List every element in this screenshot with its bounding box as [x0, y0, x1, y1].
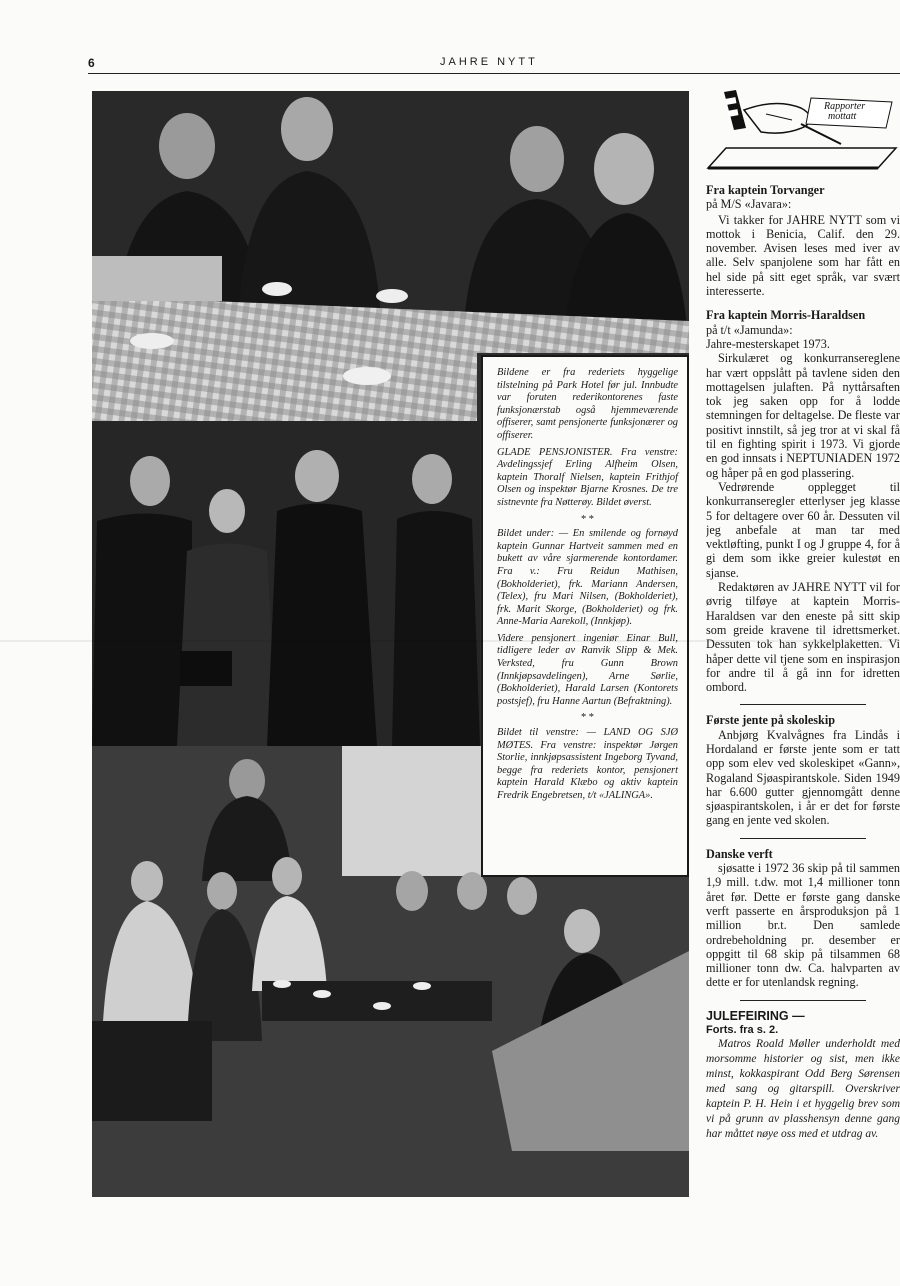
article-morris-heading: Fra kaptein Morris-Haraldsen — [706, 308, 866, 323]
article-torvanger-subheading: på M/S «Javara»: — [706, 197, 792, 212]
article-danske-heading: Danske verft — [706, 846, 773, 861]
article-divider — [740, 704, 866, 705]
photo-caption-box — [481, 355, 689, 877]
article-julefeiring-continued: Forts. fra s. 2. — [706, 1024, 779, 1037]
article-morris-body-3: Redaktøren av JAHRE NYTT vil for øvrig tilføye at kaptein Morris-Haraldsen var den eneste på sitt skip som greide kravene til idrettsmerket. Dessuten tok han sykkelplaketten. Vi håper dette vil tjene som en inspirasjon for andre til å gå inn for idretten ombord. — [706, 580, 900, 695]
article-danske-body: sjøsatte i 1972 36 skip på til sammen 1,9 mill. t.dw. mot 1,4 millioner tonn året før. Dette er første gang danske verft passerte en årsproduksjon på 1 million br.t. Den samlede ordrebeholdning pr. desember er oppgitt til 68 skip på tilsammen 68 millioner tonn dw. Ca. halvparten av dette er for utenlandsk regning. — [706, 861, 900, 990]
article-skoleskip-body: Anbjørg Kvalvågnes fra Lindås i Hordaland er første jente som er tatt opp som elev ved skoleskipet «Gann», Rogaland Sjøaspirantskole. Siden 1949 har 6.600 gutter gjennomgått denne sjøaspirantskolen, i år er det for første gang en jente ved skolen. — [706, 727, 900, 828]
article-morris-subheading-2: Jahre-mesterskapet 1973. — [706, 336, 830, 351]
header-rule — [88, 73, 900, 74]
page-number: 6 — [88, 56, 95, 70]
article-julefeiring-heading: JULEFEIRING — — [706, 1008, 805, 1023]
caption-bildet-venstre: Bildet til venstre: — LAND OG SJØ MØTES. Fra venstre: inspektør Jørgen Storlie, innkjøpsassistent Ingeborg Tyvand, begge fra rederiets kontor, pensjonert kaptein Harald Klæbo og aktiv kaptein Fredrik Engebretsen, t/t «JALINGA». — [497, 727, 678, 801]
article-torvanger-heading: Fra kaptein Torvanger — [706, 183, 825, 197]
article-morris-subheading: på t/t «Jamunda»: — [706, 322, 793, 337]
article-torvanger-body: Vi takker for JAHRE NYTT som vi mottok i Benicia, Calif. den 29. november. Avisen leses med iver av alle. Selv spanjolene som har fått en hel side på sitt eget språk, var svært interesserte. — [706, 212, 900, 299]
right-column-articles — [706, 183, 900, 1223]
caption-bildet-under: Bildet under: — En smilende og fornøyd kaptein Gunnar Hartveit sammen med en bukett av våre sjarmerende kontordamer. Fra v.: Fru Reidun Mathisen, (Bokholderiet), frk. Mariann Andersen, (Telex), fru Mari Nilsen, (Bokholderiet), frk. Marit Skorge, (Bokholderiet) og frk. Anne-Maria Aarekoll, (Innkjøp). — [497, 528, 678, 628]
logo-text-line1: Rapporter — [824, 101, 866, 112]
caption-intro: Bildene er fra rederiets hyggelige tilstelning på Park Hotel før jul. Innbudte var foruten rederikontorenes faste funksjonærstab også hjemmeværende offiserer, samt pensjonerte funksjonærer og offiserer. — [497, 367, 678, 441]
article-skoleskip-heading: Første jente på skoleskip — [706, 713, 835, 728]
article-morris-body-2: Vedrørende opplegget til konkurranseregler etterlyser jeg klasse 5 for deltagere over 60 år. Dessuten vil jeg anbefale at man tar med vektløfting, punkt I og J gruppe 4, for å gi dem som ikke greier kulestøt en sjanse. — [706, 479, 900, 580]
caption-videre: Videre pensjonert ingeniør Einar Bull, tidligere leder av Ranvik Slipp & Mek. Verksted, fru Gunn Brown (Innkjøpsavdelingen), Arne Sørlie, (Bokholderiet), Harald Larsen (Kontorets postsjef), fru Hanne Aartun (Befraktning). — [497, 632, 678, 707]
article-morris-body-1: Sirkulæret og konkurransereglene har vært oppslått på tavlene siden den mottagelsen julaften. På nyttårsaften tok jeg saken opp for å lodde stemningen for deltagelse. De fleste var positivt innstilt, så jeg tror at vi skal få til en fighting spirit i 1973. Vi gjorde en god innsats i NEPTUNIADEN 1972 og håper på en god plassering. — [706, 351, 900, 480]
caption-separator: * * — [581, 513, 594, 525]
hand-writing-icon — [706, 88, 898, 174]
article-julefeiring-body: Matros Roald Møller underholdt med morsomme historier og sist, men ikke minst, kokkaspirant Odd Berg Sørensen med sang og gitarspill. Overskriver kaptein P. H. Hein i et hyggelig brev som vi på grunn av plasshensyn denne gang har måttet nøye oss med et utdrag av. — [706, 1038, 900, 1141]
photo-middle-group — [92, 421, 480, 746]
publication-masthead: JAHRE NYTT — [440, 56, 538, 68]
rapporter-mottatt-logo — [706, 88, 898, 174]
logo-text-line2: mottatt — [828, 111, 857, 122]
article-divider — [740, 838, 866, 839]
paper-fold-crease — [0, 640, 900, 642]
logo-text — [824, 102, 865, 122]
caption-separator: * * — [581, 712, 594, 724]
article-divider — [740, 1000, 866, 1001]
caption-pensjonister: GLADE PENSJONISTER. Fra venstre: Avdelingssjef Erling Alfheim Olsen, kaptein Thoralf Nielsen, kaptein Frithjof Olsen og inspektør Bjarne Krosnes. De tre sistnevnte fra Nøtterøy. Bildet øverst. — [497, 446, 678, 508]
